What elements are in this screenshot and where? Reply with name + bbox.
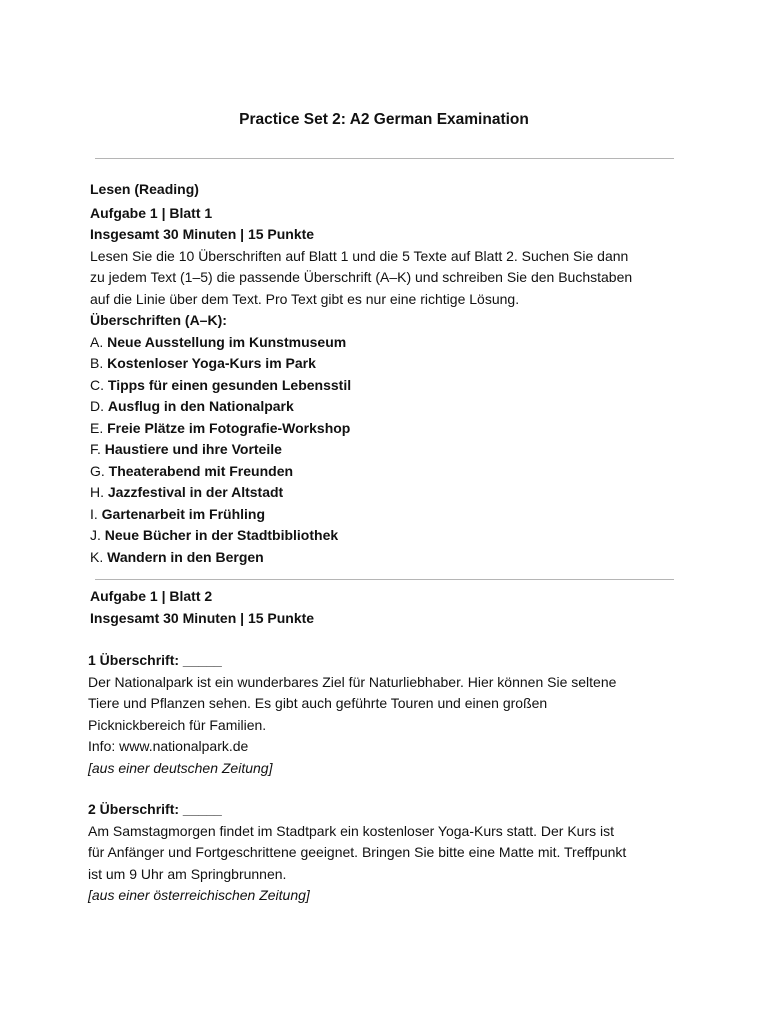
instruction-line: auf die Linie über dem Text. Pro Text gibt es nur eine richtige Lösung.: [90, 290, 520, 307]
heading-option: [90, 375, 690, 397]
option-text: Gartenarbeit im Frühling: [101, 505, 266, 522]
option-text: Haustiere und ihre Vorteile: [104, 441, 282, 457]
option-letter: B.: [90, 355, 104, 371]
option-letter: C.: [90, 376, 104, 393]
text-heading: 2 Überschrift: _____: [88, 801, 222, 817]
heading-option: [90, 418, 690, 440]
heading-option: [90, 396, 690, 418]
option-letter: H.: [90, 484, 104, 500]
task-label: Aufgabe 1 | Blatt 1: [90, 204, 213, 221]
text-line: für Anfänger und Fortgeschrittene geeignet. Bringen Sie bitte eine Matte mit. Treffpunkt: [88, 844, 627, 860]
heading-option: [90, 439, 690, 461]
option-text: Theaterabend mit Freunden: [108, 462, 294, 479]
heading-option: [90, 482, 690, 504]
text-source: [aus einer deutschen Zeitung]: [88, 759, 273, 776]
instruction-line: Lesen Sie die 10 Überschriften auf Blatt 1 und die 5 Texte auf Blatt 2. Suchen Sie dann: [90, 247, 629, 264]
option-letter: D.: [90, 398, 104, 414]
reading-text-1: [88, 650, 688, 779]
option-letter: G.: [90, 462, 105, 479]
text-line: ist um 9 Uhr am Springbrunnen.: [88, 865, 287, 882]
option-text: Jazzfestival in der Altstadt: [107, 484, 284, 500]
blatt-2-header: [90, 586, 690, 629]
divider: [95, 579, 674, 580]
reading-text-2: [88, 799, 688, 907]
option-letter: K.: [90, 548, 104, 565]
heading-option: [90, 525, 690, 547]
document-title: Practice Set 2: A2 German Examination: [239, 111, 529, 128]
option-letter: E.: [90, 419, 104, 436]
option-text: Tipps für einen gesunden Lebensstil: [107, 376, 352, 393]
heading-option: [90, 461, 690, 483]
text-line: Am Samstagmorgen findet im Stadtpark ein kostenloser Yoga-Kurs statt. Der Kurs ist: [88, 822, 615, 839]
text-heading: 1 Überschrift: _____: [88, 652, 222, 668]
text-line: Info: www.nationalpark.de: [88, 738, 249, 754]
heading-option: [90, 332, 690, 354]
text-line: Picknickbereich für Familien.: [88, 716, 267, 733]
time-points: Insgesamt 30 Minuten | 15 Punkte: [90, 226, 315, 242]
option-letter: I.: [90, 505, 98, 522]
heading-option: [90, 504, 690, 526]
heading-option: [90, 353, 690, 375]
option-letter: F.: [90, 441, 101, 457]
text-source: [aus einer österreichischen Zeitung]: [88, 887, 310, 903]
option-text: Wandern in den Bergen: [107, 548, 264, 565]
option-text: Ausflug in den Nationalpark: [107, 398, 294, 414]
option-letter: J.: [90, 527, 101, 543]
option-text: Freie Plätze im Fotografie-Workshop: [107, 419, 351, 436]
instruction-line: zu jedem Text (1–5) die passende Überschrift (A–K) und schreiben Sie den Buchstaben: [90, 269, 633, 285]
text-line: Der Nationalpark ist ein wunderbares Ziel für Naturliebhaber. Hier können Sie seltene: [88, 673, 617, 690]
time-points: Insgesamt 30 Minuten | 15 Punkte: [90, 609, 315, 626]
headings-label: Überschriften (A–K):: [90, 312, 227, 328]
heading-option: [90, 547, 690, 569]
option-letter: A.: [90, 333, 104, 350]
option-text: Neue Ausstellung im Kunstmuseum: [107, 333, 347, 350]
blatt-1-section: [90, 179, 690, 568]
task-label: Aufgabe 1 | Blatt 2: [90, 588, 213, 604]
option-text: Kostenloser Yoga-Kurs im Park: [107, 355, 316, 371]
section-heading: Lesen (Reading): [90, 181, 199, 197]
option-text: Neue Bücher in der Stadtbibliothek: [104, 527, 339, 543]
divider: [95, 158, 674, 159]
text-line: Tiere und Pflanzen sehen. Es gibt auch geführte Touren und einen großen: [88, 695, 548, 711]
